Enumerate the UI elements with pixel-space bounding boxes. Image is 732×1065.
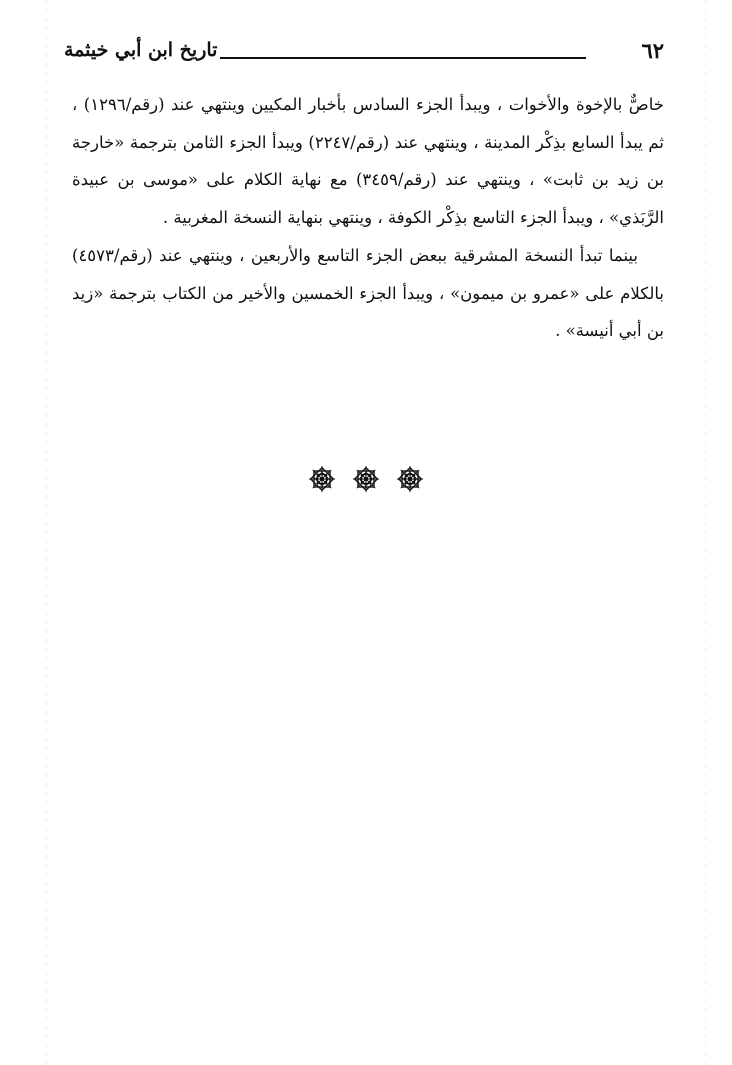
page-header [64,36,664,72]
scan-edge-left [46,0,47,1065]
running-title: تاريخ ابن أبي خيثمة [64,39,218,61]
section-divider-ornaments [0,464,732,498]
header-rule [220,57,586,59]
eight-point-star-ornament-icon [307,464,337,494]
eight-point-star-ornament-icon [395,464,425,494]
eight-point-star-ornament-icon [351,464,381,494]
paragraph-1: خاصٌّ بالإخوة والأخوات ، ويبدأ الجزء السادس بأخبار المكيين وينتهي عند (رقم/١٢٩٦) ، ثم يبدأ السابع بذِكْر المدينة ، وينتهي عند (رقم/٢٢٤٧) ويبدأ الجزء الثامن بترجمة «خارجة بن زيد بن ثابت» ، وينتهي عند (رقم/٣٤٥٩) مع نهاية الكلام على «موسى بن عبيدة الرَّبَذي» ، ويبدأ الجزء التاسع بذِكْر الكوفة ، وينتهي بنهاية النسخة المغربية . [72,95,664,227]
page-number: ٦٢ [641,38,664,63]
main-text [72,86,664,350]
paragraph-2: بينما تبدأ النسخة المشرقية ببعض الجزء التاسع والأربعين ، وينتهي عند (رقم/٤٥٧٣) بالكلام على «عمرو بن ميمون» ، ويبدأ الجزء الخمسين والأخير من الكتاب بترجمة «زيد بن أبي أنيسة» . [72,246,664,340]
scan-edge-right [705,0,706,1065]
